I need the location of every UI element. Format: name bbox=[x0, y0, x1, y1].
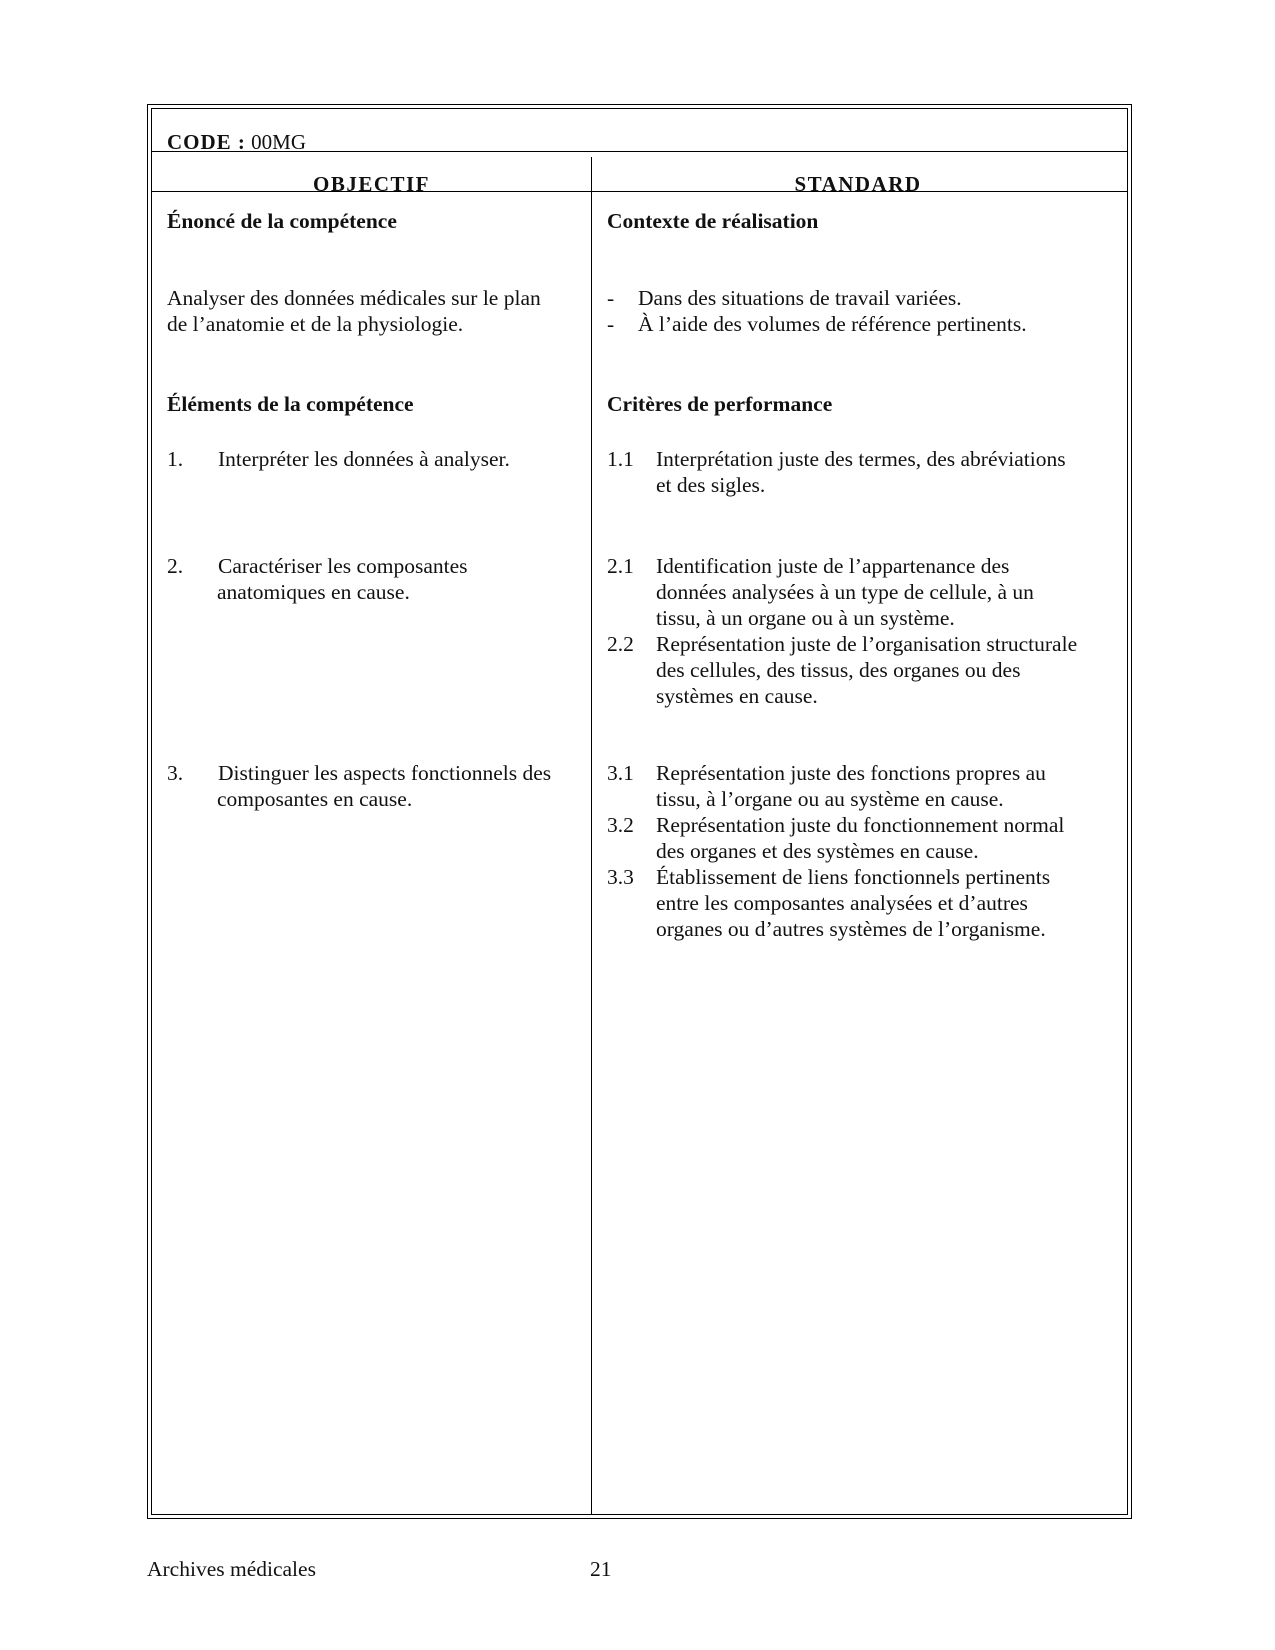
critere-number: 2.1 bbox=[607, 554, 634, 578]
contexte-title: Contexte de réalisation bbox=[607, 209, 819, 233]
table-inner-border bbox=[151, 108, 1128, 1515]
critere-text: Représentation juste des fonctions propres au bbox=[656, 761, 1046, 785]
element-item-2-cont: anatomiques en cause. bbox=[217, 580, 410, 604]
criteres-title: Critères de performance bbox=[607, 392, 833, 416]
critere-text: Représentation juste de l’organisation structurale bbox=[656, 632, 1078, 656]
contexte-item-1 bbox=[607, 285, 962, 311]
footer-title: Archives médicales bbox=[147, 1557, 316, 1581]
header-objectif: OBJECTIF bbox=[312, 172, 431, 196]
critere-number: 3.1 bbox=[607, 761, 634, 785]
critere-text: Représentation juste du fonctionnement normal bbox=[656, 813, 1065, 837]
header-divider bbox=[152, 191, 1127, 192]
critere-2-2-cont-2: systèmes en cause. bbox=[656, 684, 818, 708]
critere-number: 3.2 bbox=[607, 813, 634, 837]
competency-table bbox=[147, 104, 1132, 1519]
column-divider bbox=[591, 157, 592, 1514]
critere-text: Interprétation juste des termes, des abréviations bbox=[656, 447, 1066, 471]
code-value: 00MG bbox=[251, 130, 307, 154]
critere-number: 1.1 bbox=[607, 447, 634, 471]
critere-3-3-cont-2: organes ou d’autres systèmes de l’organisme. bbox=[656, 917, 1046, 941]
critere-2-1 bbox=[607, 553, 1009, 579]
contexte-text: À l’aide des volumes de référence pertinents. bbox=[638, 312, 1027, 336]
element-item-2 bbox=[167, 553, 468, 579]
critere-3-1-cont: tissu, à l’organe ou au système en cause. bbox=[656, 787, 1004, 811]
code-divider bbox=[152, 151, 1127, 152]
enonce-title: Énoncé de la compétence bbox=[167, 209, 397, 233]
critere-2-2-cont-1: des cellules, des tissus, des organes ou des bbox=[656, 658, 1021, 682]
contexte-text: Dans des situations de travail variées. bbox=[638, 286, 962, 310]
critere-number: 3.3 bbox=[607, 865, 634, 889]
critere-2-1-cont-1: données analysées à un type de cellule, à un bbox=[656, 580, 1034, 604]
element-number: 1. bbox=[167, 447, 184, 471]
competence-line-2: de l’anatomie et de la physiologie. bbox=[167, 312, 464, 336]
critere-1-1 bbox=[607, 446, 1066, 472]
dash-bullet: - bbox=[607, 286, 615, 310]
critere-3-3-cont-1: entre les composantes analysées et d’autres bbox=[656, 891, 1028, 915]
critere-text: Identification juste de l’appartenance des bbox=[656, 554, 1010, 578]
critere-3-1 bbox=[607, 760, 1046, 786]
critere-3-2 bbox=[607, 812, 1064, 838]
footer-page-number: 21 bbox=[590, 1557, 612, 1581]
contexte-item-2 bbox=[607, 311, 1027, 337]
element-text: Caractériser les composantes bbox=[218, 554, 468, 578]
element-number: 3. bbox=[167, 761, 184, 785]
element-number: 2. bbox=[167, 554, 184, 578]
competence-line-1: Analyser des données médicales sur le plan bbox=[167, 286, 541, 310]
dash-bullet: - bbox=[607, 312, 615, 336]
code-label: CODE : bbox=[167, 130, 246, 154]
critere-2-1-cont-2: tissu, à un organe ou à un système. bbox=[656, 606, 955, 630]
element-item-3-cont: composantes en cause. bbox=[217, 787, 413, 811]
critere-3-3 bbox=[607, 864, 1050, 890]
critere-2-2 bbox=[607, 631, 1077, 657]
element-item-3 bbox=[167, 760, 551, 786]
element-text: Interpréter les données à analyser. bbox=[218, 447, 510, 471]
critere-3-2-cont: des organes et des systèmes en cause. bbox=[656, 839, 979, 863]
element-text: Distinguer les aspects fonctionnels des bbox=[218, 761, 552, 785]
critere-text: Établissement de liens fonctionnels pertinents bbox=[656, 865, 1051, 889]
header-standard: STANDARD bbox=[794, 172, 922, 196]
elements-title: Éléments de la compétence bbox=[167, 392, 414, 416]
critere-1-1-cont: et des sigles. bbox=[656, 473, 766, 497]
critere-number: 2.2 bbox=[607, 632, 634, 656]
element-item-1 bbox=[167, 446, 510, 472]
